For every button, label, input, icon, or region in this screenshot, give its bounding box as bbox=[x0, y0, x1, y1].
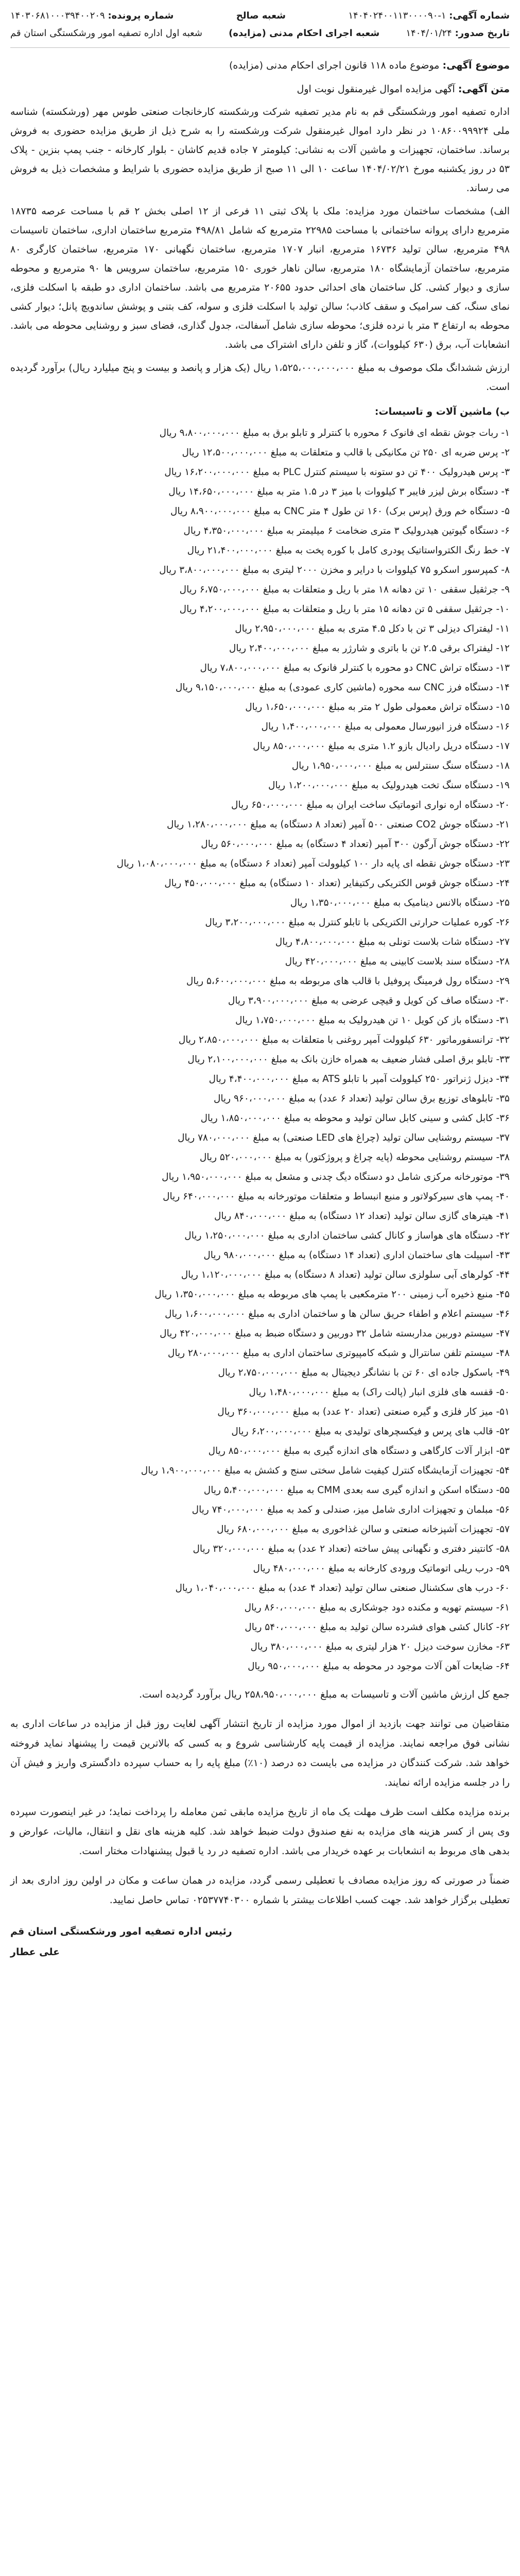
intro-line bbox=[10, 79, 510, 99]
ad-header bbox=[10, 7, 510, 48]
subject-label: موضوع آگهی: bbox=[442, 60, 510, 71]
list-item: ۱۱- لیفتراک دیزلی ۳ تن با دکل ۴.۵ متری به مبلغ ۲،۹۵۰،۰۰۰،۰۰۰ ریال bbox=[235, 623, 510, 634]
items-list bbox=[10, 423, 510, 1676]
list-item: ۱- ربات جوش نقطه ای فانوک ۶ محوره با کنترلر و تابلو برق به مبلغ ۹،۸۰۰،۰۰۰،۰۰۰ ریال bbox=[159, 428, 510, 438]
list-item: ۳- پرس هیدرولیک ۴۰۰ تن دو ستونه با سیستم کنترل PLC به مبلغ ۱۶،۲۰۰،۰۰۰،۰۰۰ ریال bbox=[164, 467, 510, 478]
list-item: ۲۴- دستگاه جوش قوس الکتریکی رکتیفایر (تعداد ۱۰ دستگاه) به مبلغ ۴۵۰،۰۰۰،۰۰۰ ریال bbox=[164, 878, 510, 889]
list-item: ۶- دستگاه گیوتین هیدرولیک ۳ متری ضخامت ۶ میلیمتر به مبلغ ۴،۳۵۰،۰۰۰،۰۰۰ ریال bbox=[183, 526, 510, 536]
list-item: ۶۴- ضایعات آهن آلات موجود در محوطه به مبلغ ۹۵۰،۰۰۰،۰۰۰ ریال bbox=[248, 1661, 510, 1672]
intro-text: آگهی مزایده اموال غیرمنقول نوبت اول bbox=[297, 83, 455, 95]
list-item: ۱۶- دستگاه فرز انیورسال معمولی به مبلغ ۱،۴۰۰،۰۰۰،۰۰۰ ریال bbox=[261, 721, 510, 732]
file-number bbox=[10, 7, 174, 25]
list-item: ۳۷- سیستم روشنایی سالن تولید (چراغ های LED صنعتی) به مبلغ ۷۸۰،۰۰۰،۰۰۰ ریال bbox=[178, 1132, 510, 1143]
list-item: ۵۰- قفسه های فلزی انبار (پالت راک) به مبلغ ۱،۴۸۰،۰۰۰،۰۰۰ ریال bbox=[249, 1387, 510, 1398]
list-item: ۴۶- سیستم اعلام و اطفاء حریق سالن ها و ساختمان اداری به مبلغ ۱،۶۰۰،۰۰۰،۰۰۰ ریال bbox=[165, 1309, 510, 1319]
intro-label: متن آگهی: bbox=[458, 83, 510, 95]
header-row-2 bbox=[10, 25, 510, 42]
header-org: شعبه صالح bbox=[236, 10, 286, 21]
list-item: ۹- جرثقیل سقفی ۱۰ تن دهانه ۱۸ متر با ریل و متعلقات به مبلغ ۶،۷۵۰،۰۰۰،۰۰۰ ریال bbox=[179, 584, 510, 595]
paragraph-valuation: ارزش ششدانگ ملک موصوف به مبلغ ۱،۵۲۵،۰۰۰،۰۰۰،۰۰۰ ریال (یک هزار و پانصد و بیست و پنج میلیارد ریال) برآورد گردیده است. bbox=[10, 362, 510, 393]
total-line: جمع کل ارزش ماشین آلات و تاسیسات به مبلغ ۲۵۸،۹۵۰،۰۰۰،۰۰۰ ریال برآورد گردیده است. bbox=[139, 1689, 510, 1700]
list-item: ۳۵- تابلوهای توزیع برق سالن تولید (تعداد ۶ عدد) به مبلغ ۹۶۰،۰۰۰،۰۰۰ ریال bbox=[213, 1093, 510, 1104]
list-item: ۳۹- موتورخانه مرکزی شامل دو دستگاه دیگ چدنی و مشعل به مبلغ ۱،۹۵۰،۰۰۰،۰۰۰ ریال bbox=[162, 1172, 510, 1182]
list-item: ۵۵- دستگاه اسکن و اندازه گیری سه بعدی CMM به مبلغ ۵،۴۰۰،۰۰۰،۰۰۰ ریال bbox=[203, 1485, 510, 1496]
subject-line bbox=[10, 55, 510, 76]
ad-number bbox=[348, 7, 510, 25]
list-item: ۴۸- سیستم تلفن سانترال و شبکه کامپیوتری ساختمان اداری به مبلغ ۲۸۰،۰۰۰،۰۰۰ ریال bbox=[167, 1348, 510, 1359]
list-item: ۴۰- پمپ های سیرکولاتور و منبع انبساط و متعلقات موتورخانه به مبلغ ۶۴۰،۰۰۰،۰۰۰ ریال bbox=[163, 1191, 510, 1202]
list-item: ۶۱- سیستم تهویه و مکنده دود جوشکاری به مبلغ ۸۶۰،۰۰۰،۰۰۰ ریال bbox=[244, 1602, 510, 1613]
list-item: ۶۰- درب های سکشنال صنعتی سالن تولید (تعداد ۴ عدد) به مبلغ ۱،۰۴۰،۰۰۰،۰۰۰ ریال bbox=[175, 1583, 510, 1594]
list-item: ۶۳- مخازن سوخت دیزل ۲۰ هزار لیتری به مبلغ ۳۸۰،۰۰۰،۰۰۰ ریال bbox=[250, 1641, 510, 1652]
list-item: ۲۹- دستگاه رول فرمینگ پروفیل با قالب های مربوطه به مبلغ ۵،۶۰۰،۰۰۰،۰۰۰ ریال bbox=[186, 976, 510, 987]
list-item: ۶۲- کانال کشی هوای فشرده سالن تولید به مبلغ ۵۴۰،۰۰۰،۰۰۰ ریال bbox=[245, 1622, 510, 1633]
list-item: ۳۸- سیستم روشنایی محوطه (پایه چراغ و پروژکتور) به مبلغ ۵۲۰،۰۰۰،۰۰۰ ریال bbox=[199, 1152, 510, 1163]
list-item: ۱۴- دستگاه فرز CNC سه محوره (ماشین کاری عمودی) به مبلغ ۹،۱۵۰،۰۰۰،۰۰۰ ریال bbox=[175, 682, 510, 693]
list-item: ۲۷- دستگاه شات بلاست تونلی به مبلغ ۴،۸۰۰،۰۰۰،۰۰۰ ریال bbox=[275, 937, 510, 947]
list-item: ۷- خط رنگ الکترواستاتیک پودری کامل با کوره پخت به مبلغ ۲۱،۴۰۰،۰۰۰،۰۰۰ ریال bbox=[187, 545, 510, 556]
list-item: ۴۳- اسپیلت های ساختمان اداری (تعداد ۱۴ دستگاه) به مبلغ ۹۸۰،۰۰۰،۰۰۰ ریال bbox=[203, 1250, 510, 1261]
list-item: ۵۷- تجهیزات آشپزخانه صنعتی و سالن غذاخوری به مبلغ ۶۸۰،۰۰۰،۰۰۰ ریال bbox=[217, 1524, 510, 1535]
list-item: ۴۹- باسکول جاده ای ۶۰ تن با نشانگر دیجیتال به مبلغ ۲،۷۵۰،۰۰۰،۰۰۰ ریال bbox=[218, 1367, 510, 1378]
paragraph-building: الف) مشخصات ساختمان مورد مزایده: ملک با پلاک ثبتی ۱۱ فرعی از ۱۲ اصلی بخش ۲ قم با مساحت عرصه ۱۸۷۳۵ مترمربع دارای پروانه ساختمانی با مساحت ۲۲۹۸۵ مترمربع که شامل ۴۹۸/۸۱ مترمربع ساختمان اداری، ساختمان تاسیسات ۴۹۸ مترمربع، سالن تولید ۱۶۷۳۶ مترمربع، انبار ۱۷۰۷ مترمربع، ساختمان نگهبانی ۱۷۰ مترمربع، ساختمان کارگری ۸۰ مترمربع، ساختمان آزمایشگاه ۱۸۰ مترمربع، سالن ناهار خوری ۱۵۰ مترمربع، ساختمان سرویس ها ۹۰ مترمربع و محوطه سازی و دیوار کشی. کل ساختمان های احداثی حدود ۲۰۶۵۵ مترمربع می باشد. ساختمان اداری دو طبقه با اسکلت فلزی، نمای سنگ، کف سرامیک و سقف کاذب؛ سالن تولید با اسکلت فلزی و سوله، کف بتنی و پوشش ساندویچ پانل؛ دیوار کشی محوطه به ارتفاع ۳ متر با نرده فلزی؛ محوطه سازی شامل آسفالت، جدول گذاری، فضای سبز و روشنایی محوطه می باشد. انشعابات آب، برق (۶۳۰ کیلووات)، گاز و تلفن دارای اشتراک می باشد. bbox=[10, 206, 510, 350]
list-item: ۲۳- دستگاه جوش نقطه ای پایه دار ۱۰۰ کیلوولت آمپر (تعداد ۶ دستگاه) به مبلغ ۱،۰۸۰،۰۰۰،۰۰۰ ریال bbox=[116, 858, 510, 869]
list-item: ۲۵- دستگاه بالانس دینامیک به مبلغ ۱،۳۵۰،۰۰۰،۰۰۰ ریال bbox=[290, 897, 510, 908]
list-item: ۵۴- تجهیزات آزمایشگاه کنترل کیفیت شامل سختی سنج و کشش به مبلغ ۱،۹۰۰،۰۰۰،۰۰۰ ریال bbox=[141, 1465, 510, 1476]
list-item: ۲۶- کوره عملیات حرارتی الکتریکی با تابلو کنترل به مبلغ ۳،۲۰۰،۰۰۰،۰۰۰ ریال bbox=[205, 917, 510, 928]
closing-paragraph-1: متقاضیان می توانند جهت بازدید از اموال مورد مزایده از تاریخ انتشار آگهی لغایت روز قبل از مزایده در ساعات اداری به نشانی فوق مراجعه نمایند. مزایده از قیمت پایه کارشناسی شروع و به کسی که بالاترین قیمت را پیشنهاد نماید فروخته خواهد شد. شرکت کنندگان در مزایده می بایست ده درصد (۱۰٪) مبلغ پایه را به حساب سپرده دادگستری واریز و فیش آن را در جلسه مزایده ارائه نمایند. bbox=[10, 1718, 510, 1788]
list-item: ۱۹- دستگاه سنگ تخت هیدرولیک به مبلغ ۱،۲۰۰،۰۰۰،۰۰۰ ریال bbox=[268, 780, 510, 791]
header-row-1 bbox=[10, 7, 510, 25]
header-branch: شعبه اجرای احکام مدنی (مزایده) bbox=[229, 28, 380, 39]
file-number-value: ۱۴۰۳۰۶۸۱۰۰۰۳۹۴۰۰۲۰۹ bbox=[10, 10, 105, 21]
list-item: ۲۰- دستگاه اره نواری اتوماتیک ساخت ایران به مبلغ ۶۵۰،۰۰۰،۰۰۰ ریال bbox=[231, 800, 510, 810]
file-number-label: شماره پرونده: bbox=[108, 10, 174, 21]
list-item: ۱۳- دستگاه تراش CNC دو محوره با کنترلر فانوک به مبلغ ۷،۸۰۰،۰۰۰،۰۰۰ ریال bbox=[200, 663, 510, 673]
list-item: ۲۸- دستگاه سند بلاست کابینی به مبلغ ۴۲۰،۰۰۰،۰۰۰ ریال bbox=[285, 956, 510, 967]
list-item: ۴۴- کولرهای آبی سلولزی سالن تولید (تعداد ۸ دستگاه) به مبلغ ۱،۱۲۰،۰۰۰،۰۰۰ ریال bbox=[181, 1269, 510, 1280]
issue-date-label: تاریخ صدور: bbox=[455, 28, 510, 39]
list-item: ۲۲- دستگاه جوش آرگون ۳۰۰ آمپر (تعداد ۴ دستگاه) به مبلغ ۵۶۰،۰۰۰،۰۰۰ ریال bbox=[201, 839, 510, 850]
list-item: ۵۶- مبلمان و تجهیزات اداری شامل میز، صندلی و کمد به مبلغ ۷۴۰،۰۰۰،۰۰۰ ریال bbox=[192, 1504, 510, 1515]
list-item: ۱۰- جرثقیل سقفی ۵ تن دهانه ۱۵ متر با ریل و متعلقات به مبلغ ۴،۲۰۰،۰۰۰،۰۰۰ ریال bbox=[179, 604, 510, 615]
list-item: ۴۵- منبع ذخیره آب زمینی ۲۰۰ مترمکعبی با پمپ های مربوطه به مبلغ ۱،۳۵۰،۰۰۰،۰۰۰ ریال bbox=[154, 1289, 510, 1300]
signature-title: رئیس اداره تصفیه امور ورشکستگی استان قم bbox=[10, 1926, 232, 1937]
list-item: ۳۳- تابلو برق اصلی فشار ضعیف به همراه خازن بانک به مبلغ ۲،۱۰۰،۰۰۰،۰۰۰ ریال bbox=[187, 1054, 510, 1065]
issue-date-value: ۱۴۰۴/۰۱/۲۴ bbox=[406, 28, 452, 39]
paragraph-intro: اداره تصفیه امور ورشکستگی قم به نام مدیر تصفیه شرکت ورشکسته کارخانجات صنعتی طوس مهر (ورشکسته) شناسه ملی ۱۰۸۶۰۰۹۹۹۲۴ در نظر دارد اموال غیرمنقول شرکت ورشکسته را به شرح ذیل از طریق مزایده حضوری به فروش برساند. ساختمان، تجهیزات و ماشین آلات به نشانی: کیلومتر ۷ جاده قدیم کاشان - بلوار کارخانه - جنب پمپ بنزین - پلاک ۵۳ در روز یکشنبه مورخ ۱۴۰۴/۰۲/۲۱ ساعت ۱۰ الی ۱۱ صبح از طریق مزایده حضوری با شرایط و مشخصات ذیل به فروش می رساند. bbox=[10, 106, 510, 194]
ad-number-value: ۱۴۰۴۰۲۴۰۰۱۱۳۰۰۰۰۹۰-۱ bbox=[348, 10, 446, 21]
list-item: ۵۳- ابزار آلات کارگاهی و دستگاه های اندازه گیری به مبلغ ۸۵۰،۰۰۰،۰۰۰ ریال bbox=[208, 1446, 510, 1456]
list-item: ۱۲- لیفتراک برقی ۲.۵ تن با باتری و شارژر به مبلغ ۲،۴۰۰،۰۰۰،۰۰۰ ریال bbox=[229, 643, 510, 654]
list-item: ۴۲- دستگاه های هواساز و کانال کشی ساختمان اداری به مبلغ ۱،۲۵۰،۰۰۰،۰۰۰ ریال bbox=[184, 1230, 510, 1241]
list-item: ۳۰- دستگاه صاف کن کویل و قیچی عرضی به مبلغ ۳،۹۰۰،۰۰۰،۰۰۰ ریال bbox=[228, 995, 510, 1006]
ad-number-label: شماره آگهی: bbox=[449, 10, 510, 21]
list-item: ۴- دستگاه برش لیزر فایبر ۳ کیلووات با میز ۳ در ۱.۵ متر به مبلغ ۱۴،۶۵۰،۰۰۰،۰۰۰ ریال bbox=[168, 486, 510, 497]
list-item: ۳۶- کابل کشی و سینی کابل سالن تولید و محوطه به مبلغ ۱،۸۵۰،۰۰۰،۰۰۰ ریال bbox=[200, 1113, 510, 1124]
list-item: ۵۹- درب ریلی اتوماتیک ورودی کارخانه به مبلغ ۴۸۰،۰۰۰،۰۰۰ ریال bbox=[253, 1563, 510, 1574]
list-item: ۲۱- دستگاه جوش CO2 صنعتی ۵۰۰ آمپر (تعداد ۸ دستگاه) به مبلغ ۱،۲۸۰،۰۰۰،۰۰۰ ریال bbox=[167, 819, 510, 830]
list-item: ۵۱- میز کار فلزی و گیره صنعتی (تعداد ۲۰ عدد) به مبلغ ۳۶۰،۰۰۰،۰۰۰ ریال bbox=[217, 1406, 510, 1417]
list-item: ۱۵- دستگاه تراش معمولی طول ۲ متر به مبلغ ۱،۶۵۰،۰۰۰،۰۰۰ ریال bbox=[245, 702, 510, 713]
list-item: ۳۱- دستگاه باز کن کویل ۱۰ تن هیدرولیک به مبلغ ۱،۷۵۰،۰۰۰،۰۰۰ ریال bbox=[235, 1015, 510, 1026]
list-item: ۸- کمپرسور اسکرو ۷۵ کیلووات با درایر و مخزن ۲۰۰۰ لیتری به مبلغ ۳،۸۰۰،۰۰۰،۰۰۰ ریال bbox=[159, 565, 510, 575]
list-item: ۵۸- کانتینر دفتری و نگهبانی پیش ساخته (تعداد ۲ عدد) به مبلغ ۳۲۰،۰۰۰،۰۰۰ ریال bbox=[193, 1544, 510, 1554]
signature-name: علی عطار bbox=[10, 1946, 60, 1958]
list-item: ۱۷- دستگاه دریل رادیال بازو ۱.۲ متری به مبلغ ۸۵۰،۰۰۰،۰۰۰ ریال bbox=[253, 741, 510, 752]
list-item: ۴۷- سیستم دوربین مداربسته شامل ۳۲ دوربین و دستگاه ضبط به مبلغ ۴۲۰،۰۰۰،۰۰۰ ریال bbox=[160, 1328, 510, 1339]
header-office: شعبه اول اداره تصفیه امور ورشکستگی استان قم bbox=[10, 28, 202, 39]
list-item: ۲- پرس ضربه ای ۲۵۰ تن مکانیکی با قالب و متعلقات به مبلغ ۱۲،۵۰۰،۰۰۰،۰۰۰ ریال bbox=[182, 447, 510, 458]
list-item: ۱۸- دستگاه سنگ سنترلس به مبلغ ۱،۹۵۰،۰۰۰،۰۰۰ ریال bbox=[291, 760, 510, 771]
list-item: ۵۲- قالب های پرس و فیکسچرهای تولیدی به مبلغ ۶،۲۰۰،۰۰۰،۰۰۰ ریال bbox=[231, 1426, 510, 1437]
closing-paragraph-3: ضمناً در صورتی که روز مزایده مصادف با تعطیلی رسمی گردد، مزایده در همان ساعت و مکان در اولین روز اداری بعد از تعطیلی برگزار خواهد شد. جهت کسب اطلاعات بیشتر با شماره ۰۲۵۳۷۷۴۰۳۰۰ تماس حاصل نمایید. bbox=[10, 1875, 510, 1906]
list-item: ۳۴- دیزل ژنراتور ۲۵۰ کیلوولت آمپر با تابلو ATS به مبلغ ۴،۴۰۰،۰۰۰،۰۰۰ ریال bbox=[209, 1074, 510, 1084]
list-item: ۳۲- ترانسفورماتور ۶۳۰ کیلوولت آمپر روغنی با متعلقات به مبلغ ۲،۸۵۰،۰۰۰،۰۰۰ ریال bbox=[178, 1035, 510, 1045]
list-item: ۵- دستگاه خم ورق (پرس برک) ۱۶۰ تن طول ۴ متر CNC به مبلغ ۸،۹۰۰،۰۰۰،۰۰۰ ریال bbox=[170, 506, 510, 517]
issue-date bbox=[406, 25, 510, 42]
list-item: ۴۱- هیترهای گازی سالن تولید (تعداد ۱۲ دستگاه) به مبلغ ۸۴۰،۰۰۰،۰۰۰ ریال bbox=[214, 1211, 510, 1222]
list-title: ب) ماشین آلات و تاسیسات: bbox=[374, 406, 510, 417]
subject-text: موضوع ماده ۱۱۸ قانون اجرای احکام مدنی (مزایده) bbox=[229, 60, 440, 71]
closing-paragraph-2: برنده مزایده مکلف است ظرف مهلت یک ماه از تاریخ مزایده مابقی ثمن معامله را پرداخت نماید؛ در غیر اینصورت سپرده وی پس از کسر هزینه های مزایده به نفع صندوق دولت ضبط خواهد شد. کلیه هزینه های نقل و انتقال، مالیات، عوارض و بدهی های مربوط به انشعابات بر عهده خریدار می باشد. اداره تصفیه در رد یا قبول پیشنهادات مختار است. bbox=[10, 1806, 510, 1857]
